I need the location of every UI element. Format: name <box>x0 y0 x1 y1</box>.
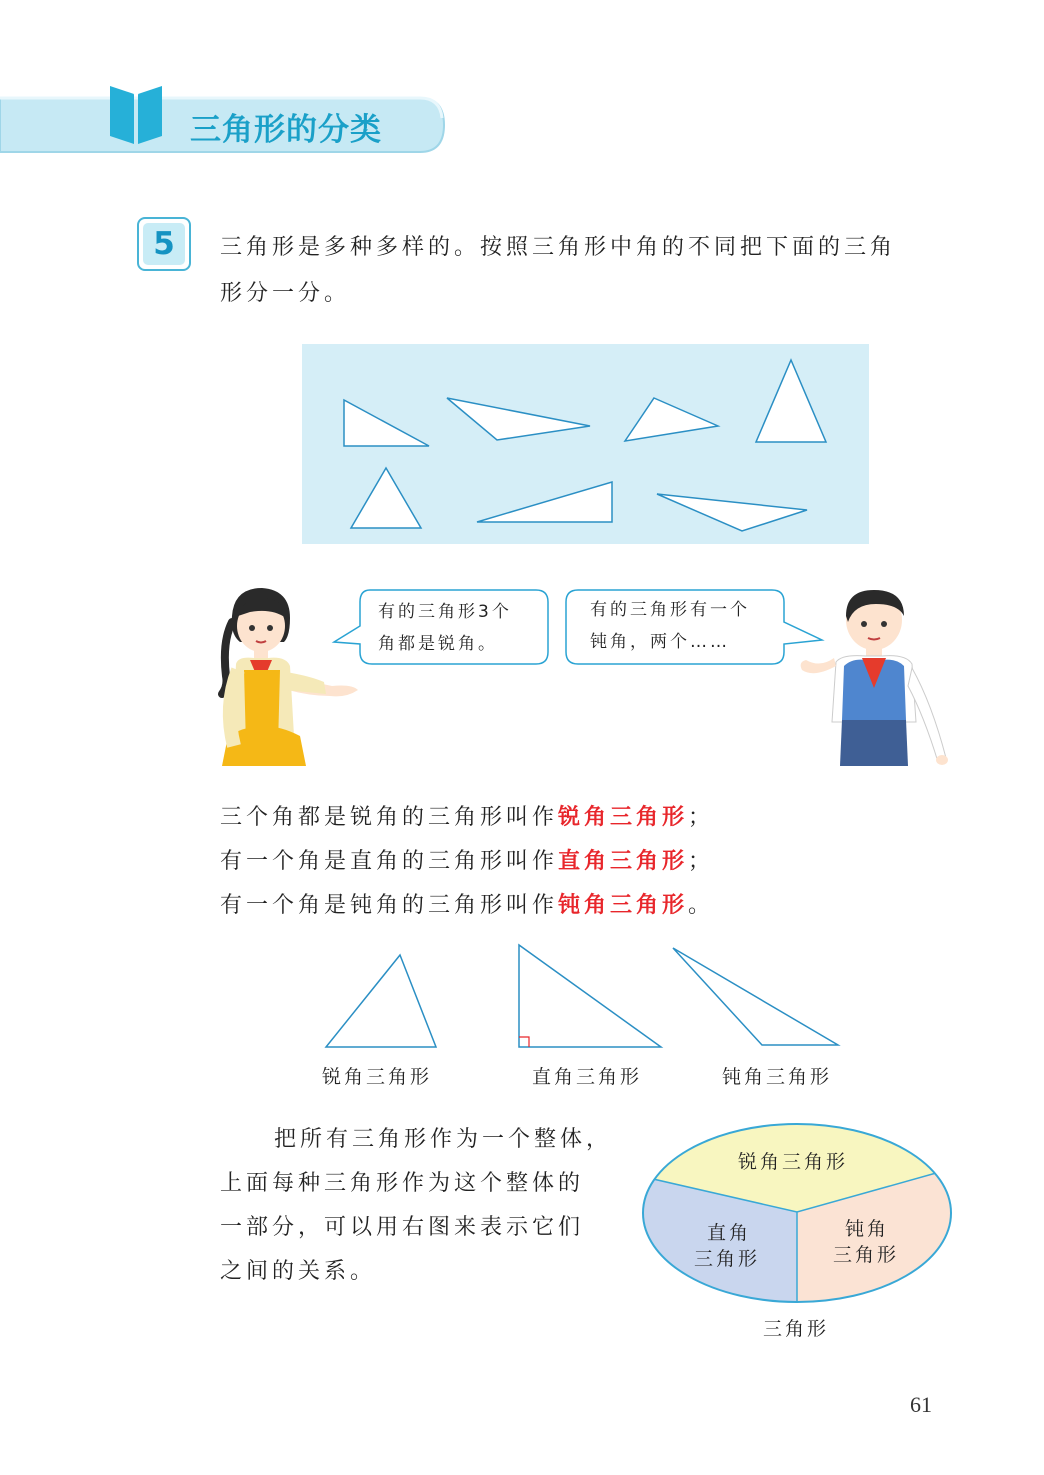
right-angle-mark <box>519 1037 529 1047</box>
diagram-obtuse-label-line-2: 三角形 <box>833 1244 900 1266</box>
problem-text-line-1: 三角形是多种多样的。按照三角形中角的不同把下面的三角 <box>220 235 897 260</box>
obtuse-triangle-label: 钝角三角形 <box>722 1066 833 1088</box>
definition-acute-suffix: ； <box>688 805 715 830</box>
diagram-caption: 三角形 <box>763 1318 830 1340</box>
acute-triangle-label: 锐角三角形 <box>322 1066 433 1088</box>
obtuse-triangle-shape <box>673 948 838 1045</box>
triangle-7 <box>657 494 807 531</box>
book-icon <box>108 82 164 148</box>
definition-right-prefix: 有一个角是直角的三角形叫作 <box>220 849 559 874</box>
diagram-obtuse-label-line-1: 钝角 <box>845 1218 890 1240</box>
girl-speech-line-2: 角都是锐角。 <box>378 634 498 654</box>
page-number: 61 <box>910 1392 932 1417</box>
relation-text-line-3: 一部分，可以用右图来表示它们 <box>220 1215 585 1240</box>
example-triangles <box>310 940 850 1055</box>
girl-speech-line-1: 有的三角形3个 <box>378 602 512 622</box>
problem-number: 5 <box>143 223 185 265</box>
boy-illustration <box>792 586 950 766</box>
relation-text-line-4: 之间的关系。 <box>220 1259 377 1284</box>
term-right-triangle: 直角三角形 <box>558 849 689 874</box>
triangle-4 <box>756 360 826 442</box>
definition-acute <box>220 796 714 840</box>
definition-obtuse <box>220 884 714 928</box>
relation-text-line-2: 上面每种三角形作为这个整体的 <box>220 1171 585 1196</box>
definition-right <box>220 840 714 884</box>
definition-acute-prefix: 三个角都是锐角的三角形叫作 <box>220 805 559 830</box>
triangle-1 <box>344 400 429 446</box>
boy-speech-line-2: 钝角，两个…… <box>590 632 730 652</box>
term-obtuse-triangle: 钝角三角形 <box>558 893 689 918</box>
right-triangle-label: 直角三角形 <box>532 1066 643 1088</box>
section-title: 三角形的分类 <box>190 112 382 148</box>
problem-number-badge <box>137 217 191 271</box>
diagram-acute-label: 锐角三角形 <box>738 1151 849 1173</box>
term-acute-triangle: 锐角三角形 <box>558 805 689 830</box>
boy-speech-line-1: 有的三角形有一个 <box>590 600 750 620</box>
triangle-6 <box>477 482 612 522</box>
right-triangle-shape <box>519 945 661 1047</box>
triangle-set <box>302 344 869 544</box>
definition-right-suffix: ； <box>688 849 715 874</box>
diagram-right-label-line-1: 直角 <box>707 1222 752 1244</box>
definition-obtuse-prefix: 有一个角是钝角的三角形叫作 <box>220 893 559 918</box>
triangle-3 <box>625 398 718 441</box>
diagram-right-label-line-2: 三角形 <box>694 1248 761 1270</box>
relation-text-line-1: 把所有三角形作为一个整体， <box>274 1127 613 1152</box>
problem-text-line-2: 形分一分。 <box>220 281 351 306</box>
triangle-2 <box>447 398 590 440</box>
acute-triangle-shape <box>326 955 436 1047</box>
triangle-5 <box>351 468 421 528</box>
definition-obtuse-suffix: 。 <box>688 893 715 918</box>
